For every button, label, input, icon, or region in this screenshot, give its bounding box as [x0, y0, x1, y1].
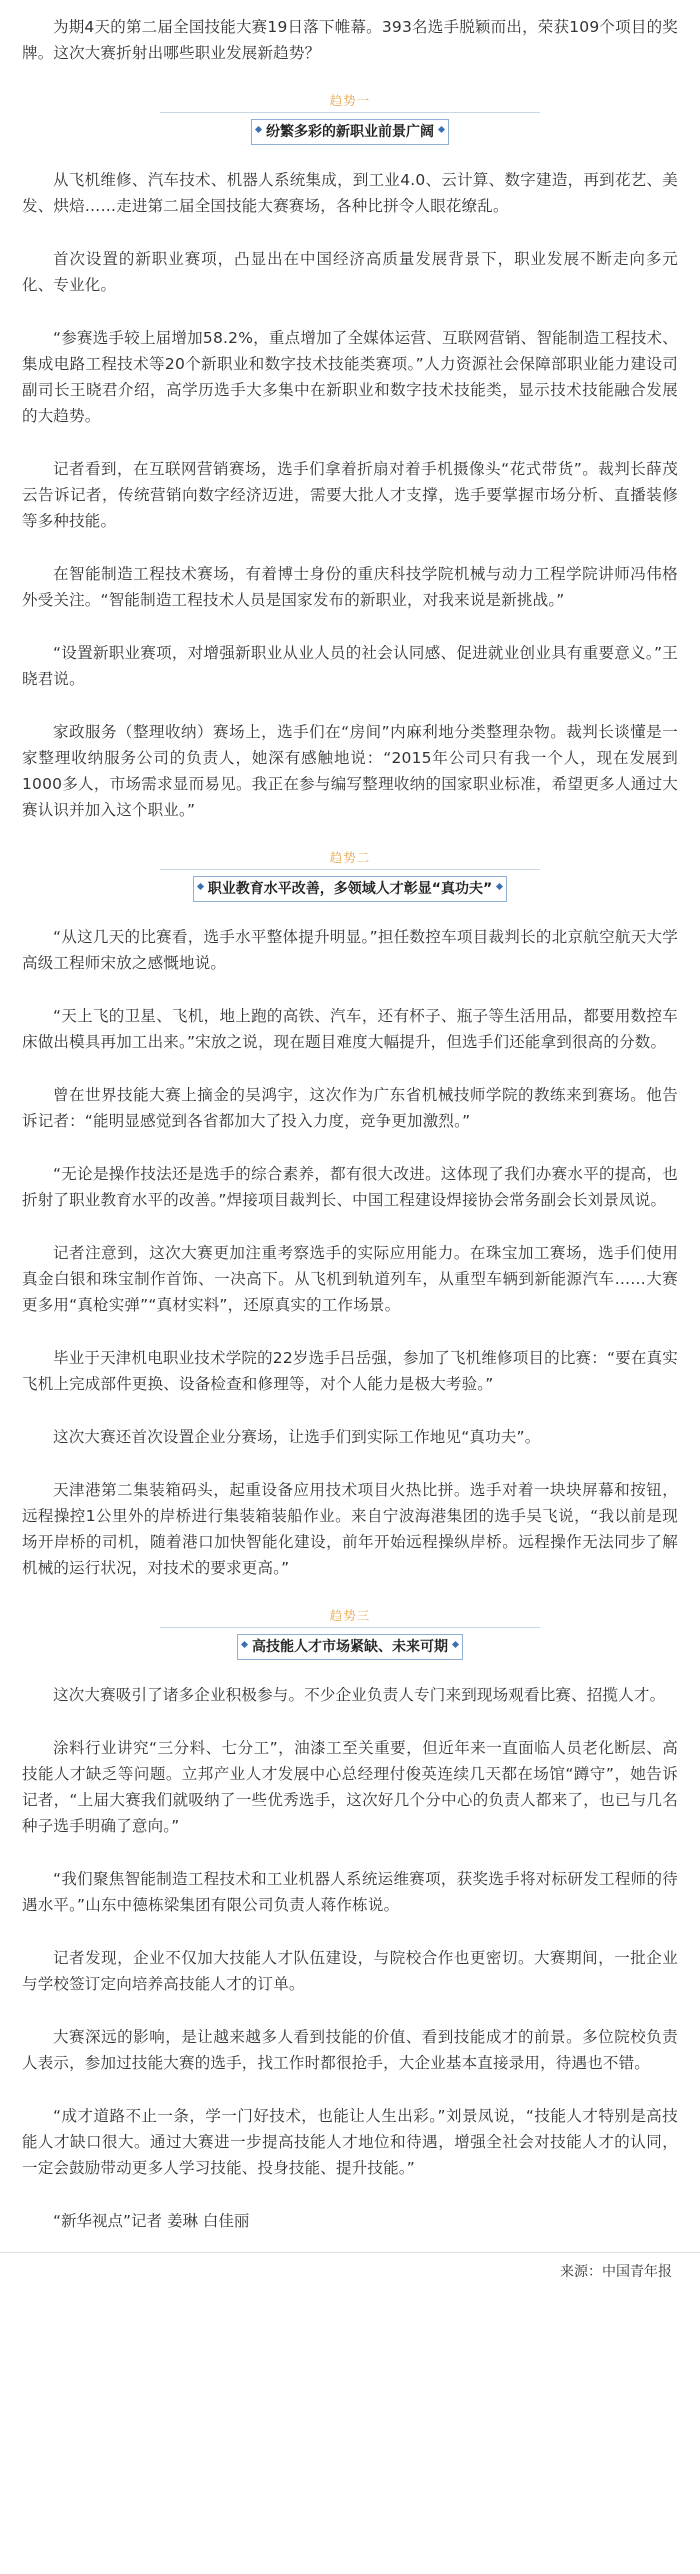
section-divider [160, 869, 540, 870]
section-2-header [22, 850, 678, 902]
paragraph: 这次大赛还首次设置企业分赛场，让选手们到实际工作地见“真功夫”。 [53, 1428, 541, 1446]
paragraph: 天津港第二集装箱码头，起重设备应用技术项目火热比拼。选手对着一块块屏幕和按钮，远程操控1公里外的岸桥进行集装箱装船作业。来自宁波海港集团的选手吴飞说，“我以前是现场开岸桥的司机，随着港口加快智能化建设，前年开始远程操纵岸桥。远程操作无法同步了解机械的运行状况，对技术的要求更高。” [22, 1481, 678, 1577]
paragraph: 记者看到，在互联网营销赛场，选手们拿着折扇对着手机摄像头“花式带货”。裁判长薛茂云告诉记者，传统营销向数字经济迈进，需要大批人才支撑，选手要掌握市场分析、直播装修等多种技能。 [22, 460, 678, 530]
paragraph: “成才道路不止一条，学一门好技术，也能让人生出彩。”刘景凤说，“技能人才特别是高技能人才缺口很大。通过大赛进一步提高技能人才地位和待遇，增强全社会对技能人才的认同，一定会鼓励带动更多人学习技能、投身技能、提升技能。” [22, 2107, 678, 2177]
section-title-box [251, 119, 449, 145]
paragraph: 家政服务（整理收纳）赛场上，选手们在“房间”内麻利地分类整理杂物。裁判长谈懂是一家整理收纳服务公司的负责人，她深有感触地说：“2015年公司只有我一个人，现在发展到1000多人，市场需求显而易见。我正在参与编写整理收纳的国家职业标准，希望更多人通过大赛认识并加入这个职业。” [22, 723, 678, 819]
paragraph: 毕业于天津机电职业技术学院的22岁选手吕岳强，参加了飞机维修项目的比赛：“要在真实飞机上完成部件更换、设备检查和修理等，对个人能力是极大考验。” [22, 1349, 678, 1393]
section-tag: 趋势一 [329, 93, 371, 108]
section-title: 职业教育水平改善，多领域人才彰显“真功夫” [207, 881, 493, 897]
paragraph: “天上飞的卫星、飞机，地上跑的高铁、汽车，还有杯子、瓶子等生活用品，都要用数控车床做出模具再加工出来。”宋放之说，现在题目难度大幅提升，但选手们还能拿到很高的分数。 [22, 1007, 678, 1051]
paragraph: 首次设置的新职业赛项，凸显出在中国经济高质量发展背景下，职业发展不断走向多元化、专业化。 [22, 250, 678, 294]
paragraph: “参赛选手较上届增加58.2%，重点增加了全媒体运营、互联网营销、智能制造工程技术、集成电路工程技术等20个新职业和数字技术技能类赛项。”人力资源社会保障部职业能力建设司副司长王晓君介绍，高学历选手大多集中在新职业和数字技术技能类，显示技术技能融合发展的大趋势。 [22, 329, 678, 425]
diamond-icon [496, 883, 503, 890]
article [0, 14, 700, 2234]
section-tag: 趋势三 [329, 1608, 371, 1623]
section-title-box [237, 1634, 463, 1660]
paragraph: 记者发现，企业不仅加大技能人才队伍建设，与院校合作也更密切。大赛期间，一批企业与学校签订定向培养高技能人才的订单。 [22, 1949, 678, 1993]
section-title: 纷繁多彩的新职业前景广阔 [266, 124, 434, 140]
paragraph: “从这几天的比赛看，选手水平整体提升明显。”担任数控车项目裁判长的北京航空航天大学高级工程师宋放之感慨地说。 [22, 928, 678, 972]
paragraph: “无论是操作技法还是选手的综合素养，都有很大改进。这体现了我们办赛水平的提高，也折射了职业教育水平的改善。”焊接项目裁判长、中国工程建设焊接协会常务副会长刘景凤说。 [22, 1165, 678, 1209]
reporter-byline: “新华视点”记者 姜琳 白佳丽 [53, 2212, 250, 2230]
section-title: 高技能人才市场紧缺、未来可期 [252, 1639, 448, 1655]
section-1-header [22, 93, 678, 145]
paragraph: “我们聚焦智能制造工程技术和工业机器人系统运维赛项，获奖选手将对标研发工程师的待遇水平。”山东中德栋梁集团有限公司负责人蒋作栋说。 [22, 1870, 678, 1914]
source-footer [0, 2252, 700, 2289]
diamond-icon [197, 883, 204, 890]
section-tag: 趋势二 [329, 850, 371, 865]
paragraph: 涂料行业讲究“三分料、七分工”，油漆工至关重要，但近年来一直面临人员老化断层、高技能人才缺乏等问题。立邦产业人才发展中心总经理付俊英连续几天都在场馆“蹲守”，她告诉记者，“上届大赛我们就吸纳了一些优秀选手，这次好几个分中心的负责人都来了，也已与几名种子选手明确了意向。” [22, 1739, 678, 1835]
section-divider [160, 112, 540, 113]
source-credit: 来源：中国青年报 [560, 2264, 672, 2280]
paragraph: 曾在世界技能大赛上摘金的吴鸿宇，这次作为广东省机械技师学院的教练来到赛场。他告诉记者：“能明显感觉到各省都加大了投入力度，竞争更加激烈。” [22, 1086, 678, 1130]
intro-paragraph: 为期4天的第二届全国技能大赛19日落下帷幕。393名选手脱颖而出，荣获109个项目的奖牌。这次大赛折射出哪些职业发展新趋势？ [22, 18, 678, 62]
section-divider [160, 1627, 540, 1628]
paragraph: “设置新职业赛项，对增强新职业从业人员的社会认同感、促进就业创业具有重要意义。”王晓君说。 [22, 644, 678, 688]
paragraph: 在智能制造工程技术赛场，有着博士身份的重庆科技学院机械与动力工程学院讲师冯伟格外受关注。“智能制造工程技术人员是国家发布的新职业，对我来说是新挑战。” [22, 565, 678, 609]
diamond-icon [255, 126, 262, 133]
section-title-box [193, 876, 507, 902]
section-3-header [22, 1608, 678, 1660]
paragraph: 从飞机维修、汽车技术、机器人系统集成，到工业4.0、云计算、数字建造，再到花艺、美发、烘焙……走进第二届全国技能大赛赛场，各种比拼令人眼花缭乱。 [22, 171, 678, 215]
diamond-icon [241, 1641, 248, 1648]
diamond-icon [438, 126, 445, 133]
paragraph: 大赛深远的影响，是让越来越多人看到技能的价值、看到技能成才的前景。多位院校负责人表示，参加过技能大赛的选手，找工作时都很抢手，大企业基本直接录用，待遇也不错。 [22, 2028, 678, 2072]
diamond-icon [452, 1641, 459, 1648]
paragraph: 记者注意到，这次大赛更加注重考察选手的实际应用能力。在珠宝加工赛场，选手们使用真金白银和珠宝制作首饰、一决高下。从飞机到轨道列车，从重型车辆到新能源汽车……大赛更多用“真枪实弹”“真材实料”，还原真实的工作场景。 [22, 1244, 678, 1314]
paragraph: 这次大赛吸引了诸多企业积极参与。不少企业负责人专门来到现场观看比赛、招揽人才。 [53, 1686, 666, 1704]
